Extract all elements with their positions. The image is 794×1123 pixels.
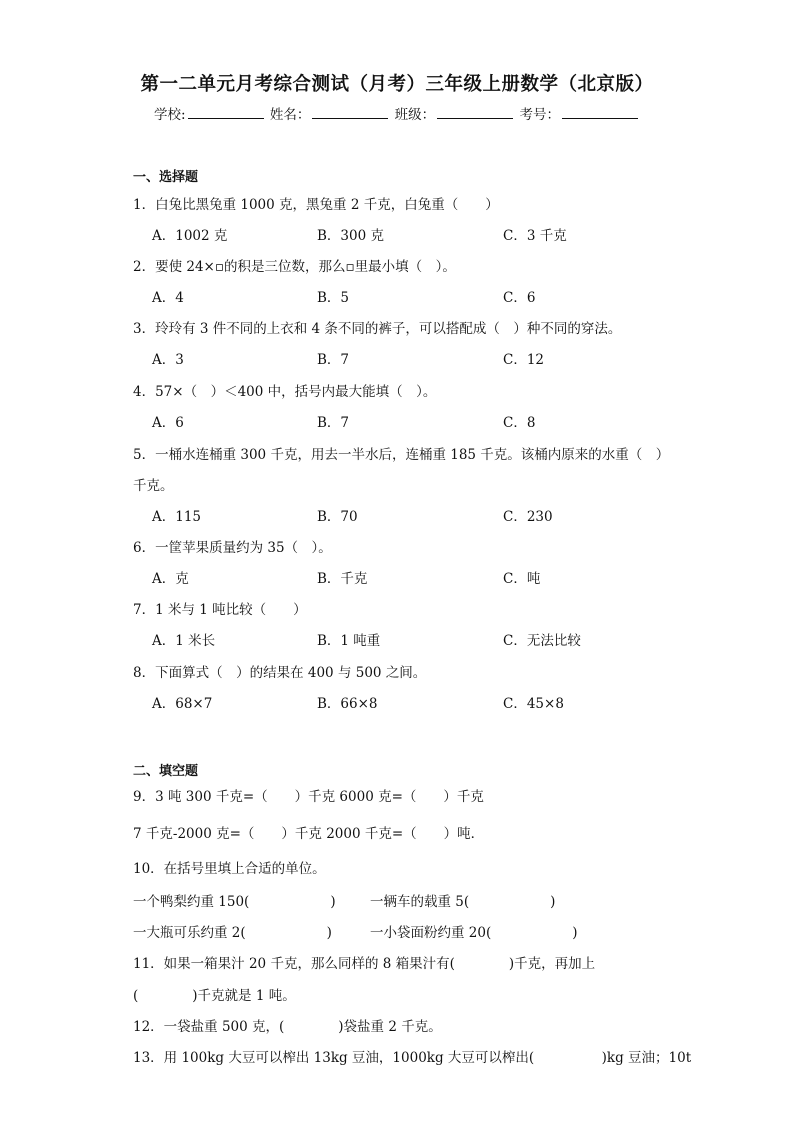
- question-text: 10．在括号里填上合适的单位。: [133, 861, 326, 877]
- question-text: 11．如果一箱果汁 20 千克，那么同样的 8 箱果汁有( )千克，再加上: [133, 956, 596, 972]
- option-b[interactable]: B．70: [317, 509, 358, 525]
- option-a[interactable]: A．6: [152, 415, 184, 431]
- question-text: 8．下面算式（ ）的结果在 400 与 500 之间。: [133, 665, 427, 681]
- option-c[interactable]: C．6: [503, 290, 536, 306]
- section-title-choice: 一、选择题: [133, 170, 199, 185]
- option-b[interactable]: B．300 克: [317, 228, 384, 244]
- fill-item[interactable]: 一小袋面粉约重 20( ): [370, 925, 578, 941]
- question-text: 1．白兔比黑兔重 1000 克，黑兔重 2 千克，白兔重（ ）: [133, 197, 499, 213]
- option-c[interactable]: C．无法比较: [503, 633, 581, 649]
- question-text: 2．要使 24×▫的积是三位数，那么▫里最小填（ ）。: [133, 259, 456, 275]
- fill-item[interactable]: 一大瓶可乐约重 2( ): [133, 925, 332, 941]
- question-text: 7．1 米与 1 吨比较（ ）: [133, 602, 307, 618]
- question-text-continued: ( )千克就是 1 吨。: [133, 988, 296, 1004]
- section-title-fill: 二、填空题: [133, 764, 199, 779]
- option-b[interactable]: B．66×8: [317, 696, 378, 712]
- option-a[interactable]: A．1 米长: [152, 633, 216, 649]
- id-blank[interactable]: [562, 104, 638, 119]
- class-label: 班级：: [394, 107, 436, 123]
- option-c[interactable]: C．8: [503, 415, 536, 431]
- option-a[interactable]: A．115: [152, 509, 202, 525]
- name-blank[interactable]: [312, 104, 388, 119]
- school-label: 学校:: [154, 107, 186, 123]
- school-blank[interactable]: [188, 104, 264, 119]
- student-info-line: [0, 103, 794, 123]
- question-text: 12．一袋盐重 500 克，( )袋盐重 2 千克。: [133, 1019, 442, 1035]
- option-b[interactable]: B．5: [317, 290, 350, 306]
- option-c[interactable]: C．45×8: [503, 696, 564, 712]
- fill-item[interactable]: 一辆车的载重 5( ): [370, 894, 556, 910]
- question-text: 13．用 100kg 大豆可以榨出 13kg 豆油，1000kg 大豆可以榨出( )kg 豆油；10t: [133, 1050, 692, 1066]
- option-b[interactable]: B．7: [317, 415, 350, 431]
- question-text: 3．玲玲有 3 件不同的上衣和 4 条不同的裤子，可以搭配成（ ）种不同的穿法。: [133, 321, 622, 337]
- class-blank[interactable]: [437, 104, 513, 119]
- option-a[interactable]: A．4: [152, 290, 184, 306]
- question-text: 4．57×（ ）＜400 中，括号内最大能填（ ）。: [133, 384, 437, 400]
- option-b[interactable]: B．1 吨重: [317, 633, 381, 649]
- option-a[interactable]: A．3: [152, 352, 184, 368]
- question-text: 7 千克-2000 克=（ ）千克 2000 千克=（ ）吨．: [133, 826, 485, 842]
- page-title: 第一二单元月考综合测试（月考）三年级上册数学（北京版）: [140, 74, 654, 95]
- question-text-continued: 千克。: [133, 478, 174, 494]
- option-a[interactable]: A．克: [152, 571, 189, 587]
- id-label: 考号：: [519, 107, 560, 123]
- option-c[interactable]: C．230: [503, 509, 553, 525]
- option-a[interactable]: A．1002 克: [152, 228, 228, 244]
- name-label: 姓名：: [269, 107, 311, 123]
- fill-item[interactable]: 一个鸭梨约重 150( ): [133, 894, 336, 910]
- question-text: 5．一桶水连桶重 300 千克，用去一半水后，连桶重 185 千克。该桶内原来的水重（ ）: [133, 447, 670, 463]
- option-b[interactable]: B．千克: [317, 571, 368, 587]
- option-c[interactable]: C．12: [503, 352, 545, 368]
- option-c[interactable]: C．3 千克: [503, 228, 567, 244]
- question-text: 6．一筐苹果质量约为 35（ ）。: [133, 540, 332, 556]
- option-b[interactable]: B．7: [317, 352, 350, 368]
- option-a[interactable]: A．68×7: [152, 696, 213, 712]
- option-c[interactable]: C．吨: [503, 571, 541, 587]
- question-text: 9．3 吨 300 千克=（ ）千克 6000 克=（ ）千克: [133, 789, 484, 805]
